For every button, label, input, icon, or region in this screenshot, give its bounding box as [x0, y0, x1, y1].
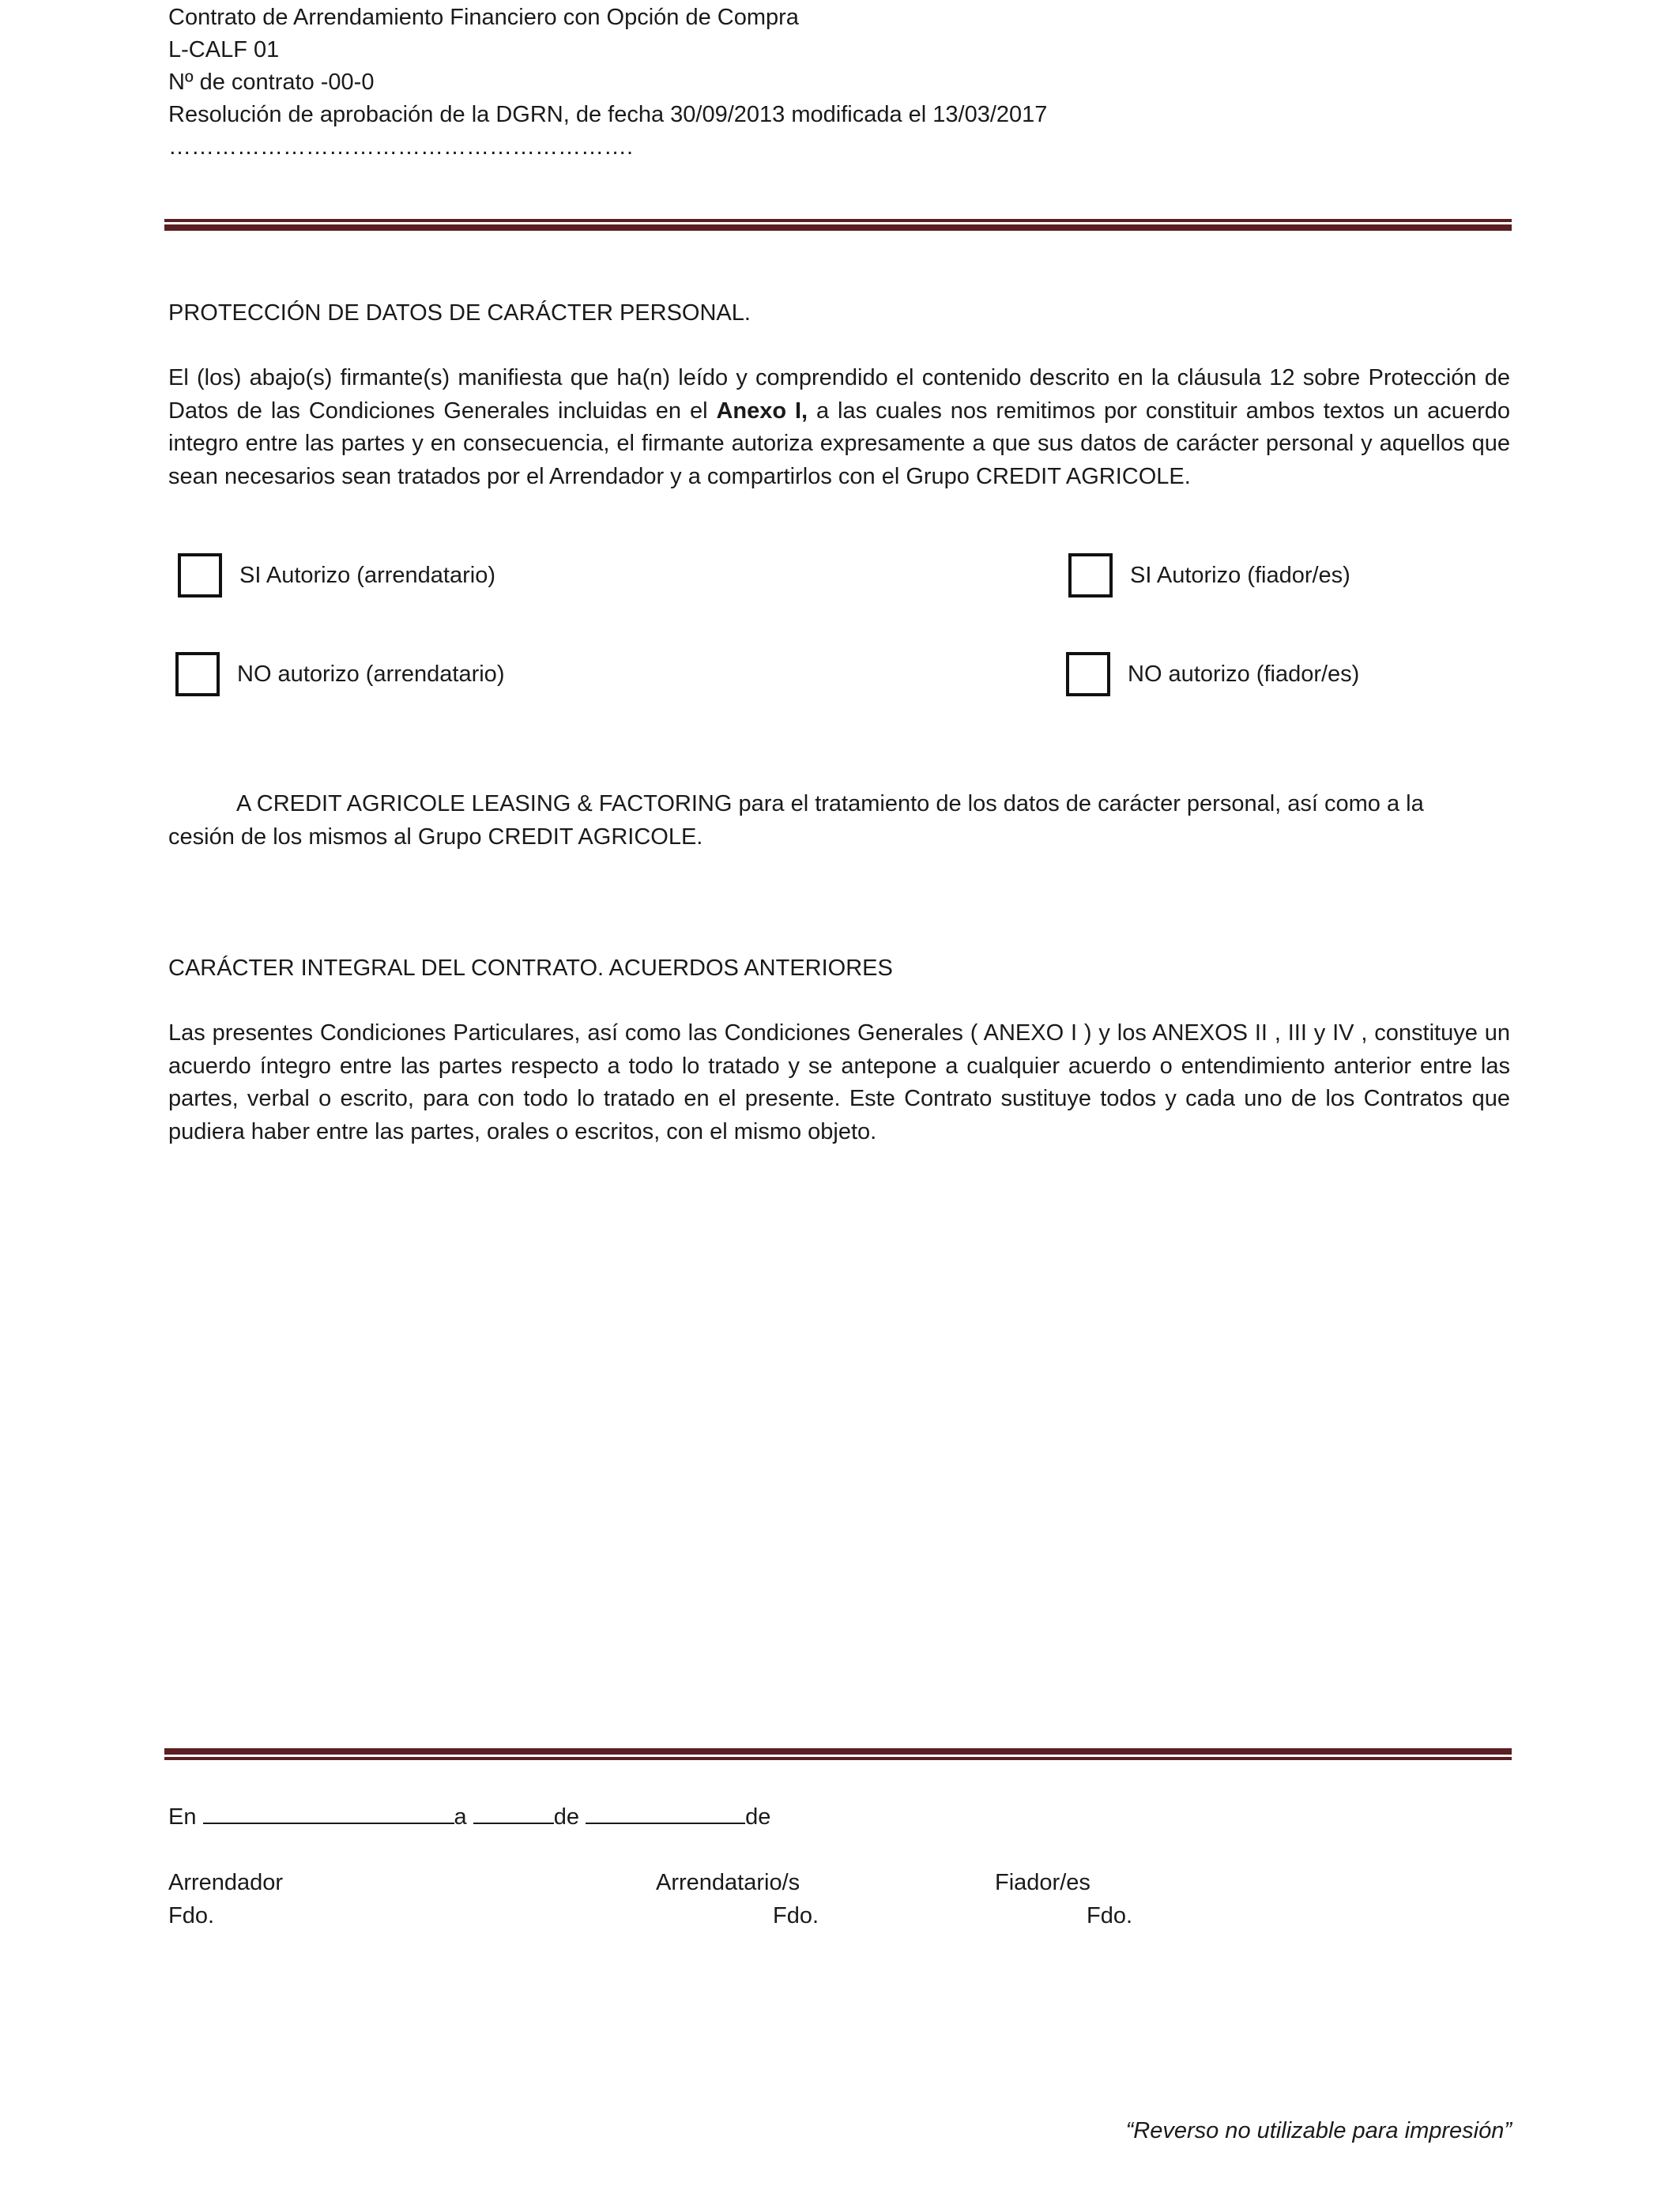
- header-contract-number: Nº de contrato -00-0: [168, 70, 375, 95]
- arrendatario-label: Arrendatario/s: [656, 1870, 800, 1895]
- document-header: [168, 2, 1512, 164]
- checkbox-no-fiador[interactable]: [1066, 652, 1110, 696]
- header-contract-code: L-CALF 01: [168, 37, 280, 62]
- authorization-line-2: cesión de los mismos al Grupo CREDIT AGRICOLE.: [168, 824, 703, 850]
- authorization-line-1: A CREDIT AGRICOLE LEASING & FACTORING para el tratamiento de los datos de carácter personal, así como a la: [236, 791, 1424, 816]
- data-protection-paragraph: [168, 362, 1510, 493]
- header-resolution: Resolución de aprobación de la DGRN, de fecha 30/09/2013 modificada el 13/03/2017: [168, 102, 1048, 127]
- checkbox-no-fiador-label: NO autorizo (fiador/es): [1128, 662, 1360, 687]
- integral-title: CARÁCTER INTEGRAL DEL CONTRATO. ACUERDOS ANTERIORES: [168, 956, 893, 981]
- checkbox-no-arrendatario-label: NO autorizo (arrendatario): [237, 662, 505, 687]
- data-protection-text-start: El (los) abajo(s) firmante(s) manifiesta que ha(n) leído y comprendido el contenido descrito en la cláusula 12 sobre Protección de Datos de las Condiciones Generales incluidas en el: [168, 365, 1510, 424]
- place-prefix: En: [168, 1804, 197, 1830]
- fiador-signature: Fdo.: [1087, 1903, 1133, 1928]
- fiador-label: Fiador/es: [995, 1870, 1090, 1895]
- authorization-paragraph: [168, 788, 1510, 854]
- checkbox-si-arrendatario-label: SI Autorizo (arrendatario): [239, 563, 495, 588]
- checkbox-si-fiador-label: SI Autorizo (fiador/es): [1130, 563, 1350, 588]
- data-protection-title: PROTECCIÓN DE DATOS DE CARÁCTER PERSONAL.: [168, 300, 751, 326]
- anexo-reference: Anexo I,: [716, 398, 808, 424]
- checkbox-no-arrendatario[interactable]: [175, 652, 220, 696]
- checkbox-si-arrendatario-row[interactable]: [178, 553, 495, 598]
- place-blank[interactable]: [203, 1800, 454, 1824]
- word-de-1: de: [553, 1804, 580, 1830]
- top-divider: [164, 219, 1512, 231]
- data-protection-text-end: a las cuales nos remitimos por constituir ambos textos un acuerdo integro entre las partes y en consecuencia, el firmante autoriza expresamente a que sus datos de carácter personal y aquellos que sean necesarios sean tratados por el Arrendador y a compartirlos con el Grupo CREDIT AGRICOLE.: [168, 398, 1510, 489]
- bottom-divider: [164, 1748, 1512, 1760]
- header-contract-title: Contrato de Arrendamiento Financiero con Opción de Compra: [168, 5, 799, 30]
- word-a: a: [454, 1804, 467, 1830]
- footer-note: “Reverso no utilizable para impresión”: [1125, 2118, 1512, 2143]
- day-blank[interactable]: [473, 1800, 554, 1824]
- word-de-2: de: [745, 1804, 771, 1830]
- arrendador-signature: Fdo.: [168, 1903, 215, 1928]
- header-dots: …………………………………………………….: [168, 134, 634, 160]
- place-date-line: [168, 1800, 770, 1833]
- integral-paragraph: Las presentes Condiciones Particulares, así como las Condiciones Generales ( ANEXO I ) y los ANEXOS II , III y IV , constituye un acuerdo íntegro entre las partes respecto a todo lo tratado y se antepone a cualquier acuerdo o entendimiento anterior entre las partes, verbal o escrito, para con todo lo tratado en el presente. Este Contrato sustituye todos y cada uno de los Contratos que pudiera haber entre las partes, orales o escritos, con el mismo objeto.: [168, 1020, 1510, 1144]
- arrendatario-signature: Fdo.: [773, 1903, 819, 1928]
- checkbox-no-fiador-row[interactable]: [1066, 652, 1359, 696]
- month-blank[interactable]: [586, 1800, 745, 1824]
- arrendador-label: Arrendador: [168, 1870, 284, 1895]
- checkbox-si-fiador[interactable]: [1068, 553, 1113, 598]
- checkbox-si-fiador-row[interactable]: [1068, 553, 1350, 598]
- checkbox-no-arrendatario-row[interactable]: [175, 652, 504, 696]
- checkbox-si-arrendatario[interactable]: [178, 553, 222, 598]
